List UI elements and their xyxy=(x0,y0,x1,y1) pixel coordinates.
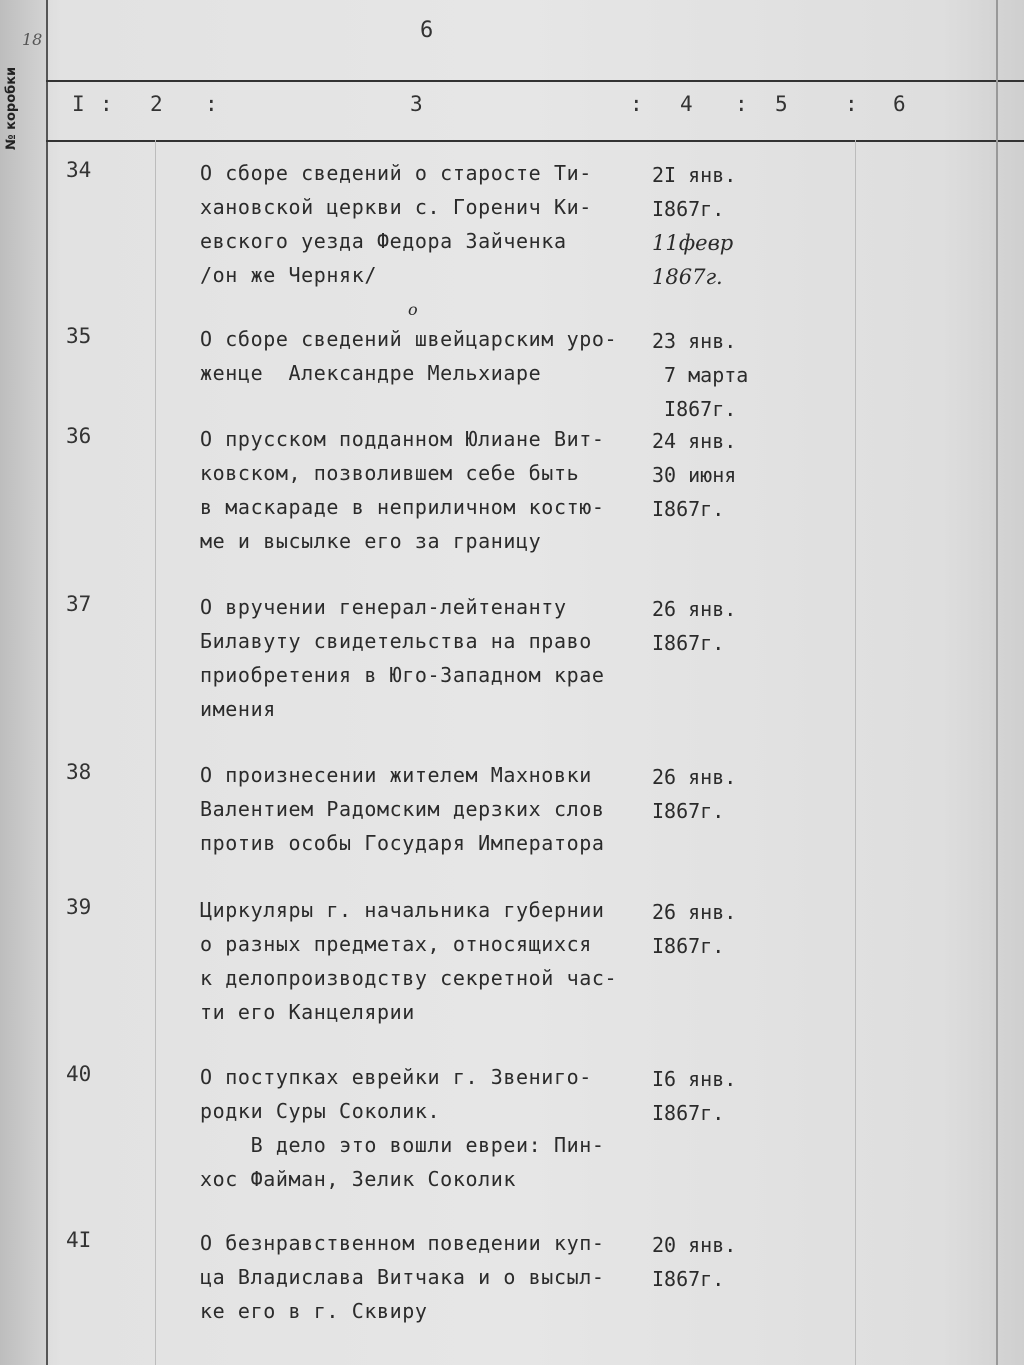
entry-number: 40 xyxy=(66,1062,92,1086)
entry-title: О прусском подданном Юлиане Вит- ковском, позволившем себе быть в маскараде в неприличном костю- ме и высылке его за границу xyxy=(200,427,605,553)
entry-title: О произнесении жителем Махновки Валентием Радомским дерзких слов против особы Государя Императора xyxy=(200,763,605,855)
entry-title: О сборе сведений швейцарским уро- женце Александре Мельхиаре xyxy=(200,327,618,385)
entry-title: О безнравственном поведении куп- ца Владислава Витчака и о высыл- ке его в г. Сквиру xyxy=(200,1231,605,1323)
col-head-3: 3 xyxy=(410,92,423,116)
entry-number: 35 xyxy=(66,324,92,348)
entry-number: 36 xyxy=(66,424,92,448)
entry-number: 39 xyxy=(66,895,92,919)
entry-date-handwritten: 11февр 1867г. xyxy=(652,231,734,289)
entry-title: О сборе сведений о старосте Ти- хановской церкви с. Горенич Ки- евского уезда Федора Зайченка /он же Черняк/ xyxy=(200,161,592,287)
entry-date: 2I янв. I867г. xyxy=(652,163,737,221)
entry-date: 26 янв. I867г. xyxy=(652,765,737,823)
page-number: 6 xyxy=(420,18,434,43)
box-number-mark: 18 xyxy=(22,30,43,49)
entry-number: 37 xyxy=(66,592,92,616)
page-edge-line xyxy=(996,0,998,1365)
col-separator: : xyxy=(630,92,643,116)
entry-number: 4I xyxy=(66,1228,92,1252)
col-head-6: 6 xyxy=(893,92,906,116)
col-head-2: 2 xyxy=(150,92,163,116)
entry-title: О вручении генерал-лейтенанту Билавуту свидетельства на право приобретения в Юго-Западном крае имения xyxy=(200,595,605,721)
entry-number: 34 xyxy=(66,158,92,182)
col-head-4: 4 xyxy=(680,92,693,116)
entry-date: I6 янв. I867г. xyxy=(652,1067,737,1125)
entry-date: 23 янв. 7 марта I867г. xyxy=(652,329,749,421)
col-head-5: 5 xyxy=(775,92,788,116)
entry-title: О поступках еврейки г. Звениго- родки Суры Соколик. В дело это вошли евреи: Пин- хос Файман, Зелик Соколик xyxy=(200,1065,605,1191)
entry-date: 26 янв. I867г. xyxy=(652,900,737,958)
entry-title: Циркуляры г. начальника губернии о разных предметах, относящихся к делопроизводству секретной час- ти его Канцелярии xyxy=(200,898,618,1024)
col-separator: : xyxy=(100,92,113,116)
col-separator: : xyxy=(205,92,218,116)
entry-insert-mark: о xyxy=(408,300,418,319)
box-number-label: № коробки xyxy=(4,66,19,150)
box-number-margin xyxy=(0,0,48,1365)
entry-date: 24 янв. 30 июня I867г. xyxy=(652,429,737,521)
entry-date: 20 янв. I867г. xyxy=(652,1233,737,1291)
entry-date: 26 янв. I867г. xyxy=(652,597,737,655)
header-rule-top xyxy=(46,80,1024,82)
header-rule-bottom xyxy=(46,140,1024,142)
col-head-1: I xyxy=(72,92,85,116)
column-rule xyxy=(155,140,156,1365)
col-separator: : xyxy=(735,92,748,116)
column-rule xyxy=(855,140,856,1365)
entry-number: 38 xyxy=(66,760,92,784)
col-separator: : xyxy=(845,92,858,116)
